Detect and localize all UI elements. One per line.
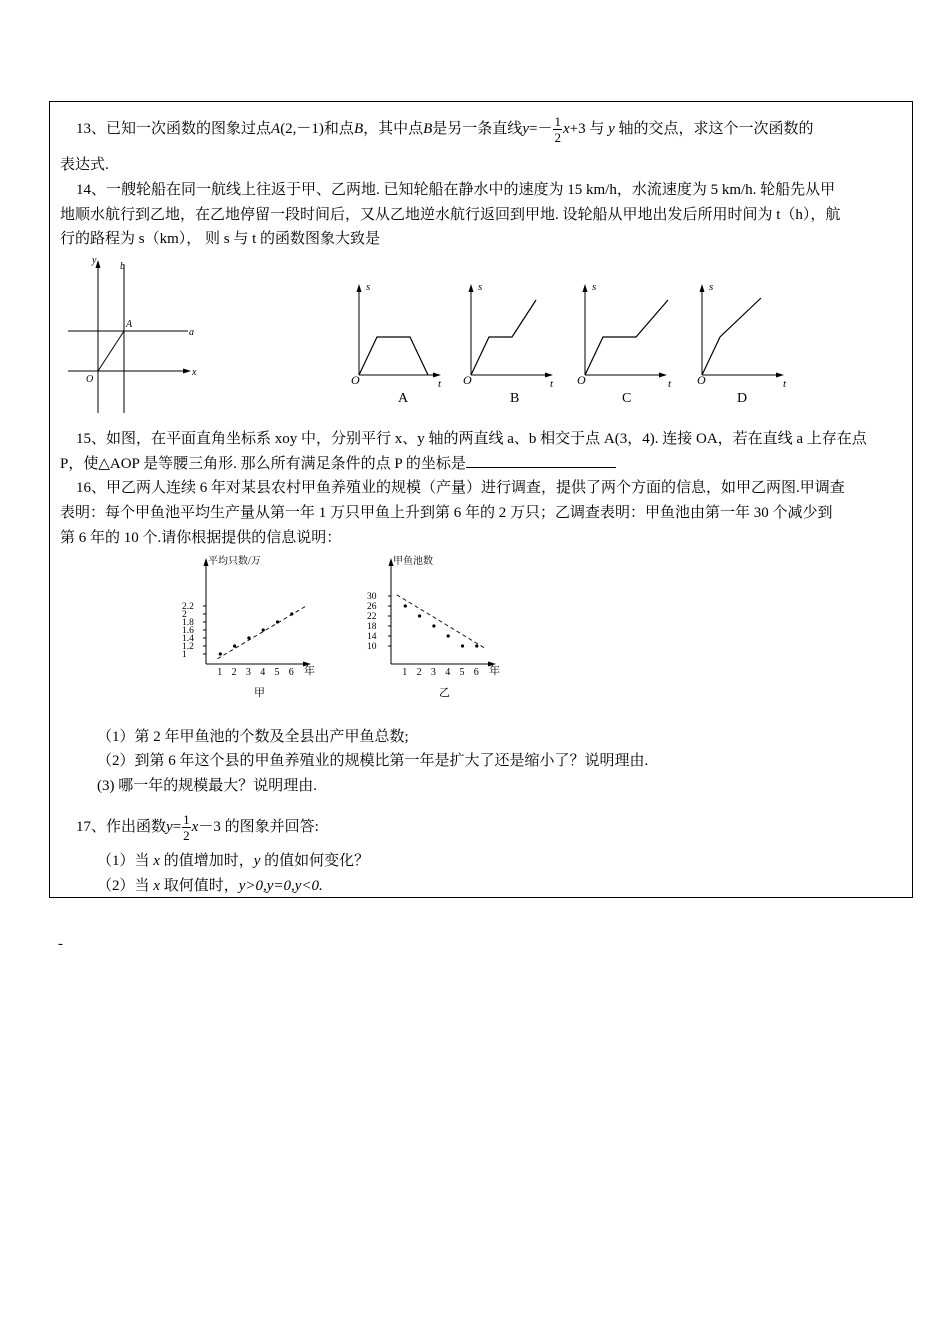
data-point — [461, 644, 464, 647]
axis-s-arrow — [357, 284, 362, 292]
label-O: O — [86, 374, 94, 385]
y-tick-label: 1.6 — [182, 626, 194, 636]
y-tick-label: 30 — [367, 592, 377, 602]
label-origin: O — [351, 373, 360, 387]
q16-line2: 表明：每个甲鱼池平均生产量从第一年 1 万只甲鱼上升到第 6 年的 2 万只；乙调查表明：甲鱼池由第一年 30 个减少到 — [60, 505, 833, 521]
y-tick-label: 1.8 — [182, 618, 194, 628]
data-point — [404, 604, 407, 607]
x-tick-label: 3 — [430, 667, 436, 678]
axis-t-arrow — [776, 373, 784, 378]
y-tick-label: 26 — [367, 602, 377, 612]
x-axis-arrow — [183, 369, 191, 374]
q17-line1: 17、作出函数y= $\frac{1}{2}$ x－3 的图象并回答: — [76, 812, 319, 843]
x-tick-label: 1 — [402, 667, 408, 678]
fraction-half: $\frac{1}{2}$ — [554, 114, 561, 145]
x-axis-label: 年 — [489, 665, 500, 677]
option-graph-a — [350, 278, 450, 408]
y-tick-label: 1 — [182, 650, 187, 660]
axis-s-arrow — [469, 284, 474, 292]
q14-line1: 14、一艘轮船在同一航线上往返于甲、乙两地. 已知轮船在静水中的速度为 15 km/h，水流速度为 5 km/h. 轮船先从甲 — [76, 182, 836, 198]
label-a: a — [189, 327, 194, 338]
label-s: s — [366, 281, 371, 293]
axis-s-arrow — [583, 284, 588, 292]
label-t: t — [783, 378, 787, 390]
label-s: s — [478, 281, 483, 293]
option-graph-b — [462, 278, 562, 408]
q14-line3: 行的路程为 s（km）， 则 s 与 t 的函数图象大致是 — [60, 231, 381, 247]
footer-mark: - — [58, 936, 63, 952]
y-axis-label: 平均只数/万 — [208, 556, 261, 567]
q14-line2: 地顺水航行到乙地，在乙地停留一段时间后，又从乙地逆水航行返回到甲地. 设轮船从甲地出发后所用时间为 t（h），航 — [60, 207, 841, 223]
q15-figure — [60, 255, 200, 415]
x-tick-label: 6 — [288, 667, 294, 678]
label-y: y — [92, 255, 97, 266]
x-tick-label: 4 — [260, 667, 266, 678]
data-point — [432, 624, 435, 627]
q15-line1: 15、如图，在平面直角坐标系 xoy 中，分别平行 x、y 轴的两直线 a、b 相交于点 A(3，4). 连接 OA，若在直线 a 上存在点 — [76, 431, 867, 447]
graph-line — [359, 337, 428, 375]
axis-s-arrow — [700, 284, 705, 292]
trend-line — [397, 595, 486, 649]
graph-line — [585, 300, 668, 375]
x-tick-label: 5 — [274, 667, 280, 678]
q16-sub1: （1）第 2 年甲鱼池的个数及全县出产甲鱼总数; — [97, 729, 409, 745]
label-x: x — [192, 367, 197, 378]
segment-oa — [98, 331, 124, 371]
x-tick-label: 3 — [245, 667, 251, 678]
axis-t-arrow — [433, 373, 441, 378]
q17-sub2: （2）当 x 取何值时，y>0,y=0,y<0. — [97, 878, 323, 894]
label-s: s — [592, 281, 597, 293]
data-point — [475, 644, 478, 647]
label-s: s — [709, 281, 714, 293]
q16-line1: 16、甲乙两人连续 6 年对某县农村甲鱼养殖业的规模（产量）进行调查，提供了两个方面的信息，如甲乙两图.甲调查 — [76, 480, 845, 496]
data-point — [276, 620, 279, 623]
answer-blank — [466, 453, 616, 468]
q17-sub1: （1）当 x 的值增加时，y 的值如何变化？ — [97, 853, 370, 869]
graph-line — [702, 298, 761, 375]
label-t: t — [438, 378, 442, 390]
option-label-c: C — [622, 391, 632, 406]
option-label-b: B — [510, 391, 520, 406]
chart-jia — [170, 552, 330, 702]
label-t: t — [550, 378, 554, 390]
data-point — [219, 652, 222, 655]
q16-sub2: （2）到第 6 年这个县的甲鱼养殖业的规模比第一年是扩大了还是缩小了？说明理由. — [97, 753, 649, 769]
x-tick-label: 2 — [416, 667, 422, 678]
chart-yi — [355, 552, 515, 702]
y-tick-label: 1.4 — [182, 634, 194, 644]
axis-t-arrow — [545, 373, 553, 378]
label-origin: O — [463, 373, 472, 387]
x-tick-label: 6 — [473, 667, 479, 678]
option-label-d: D — [737, 391, 748, 406]
option-label-a: A — [398, 391, 409, 406]
x-axis-label: 年 — [304, 665, 315, 677]
data-point — [233, 644, 236, 647]
option-graph-d — [693, 278, 793, 408]
label-b: b — [120, 261, 125, 272]
data-point — [262, 628, 265, 631]
q16-line3: 第 6 年的 10 个.请你根据提供的信息说明： — [60, 530, 342, 546]
axis-t-arrow — [659, 373, 667, 378]
x-tick-label: 2 — [231, 667, 237, 678]
y-tick-label: 10 — [367, 642, 377, 652]
y-tick-label: 22 — [367, 612, 377, 622]
label-origin: O — [697, 373, 706, 387]
option-graph-c — [576, 278, 676, 408]
label-origin: O — [577, 373, 586, 387]
label-t: t — [668, 378, 672, 390]
q16-sub3: (3) 哪一年的规模最大？说明理由. — [97, 778, 317, 794]
y-axis-label: 甲鱼池数 — [393, 556, 433, 567]
x-tick-label: 1 — [217, 667, 223, 678]
y-tick-label: 18 — [367, 622, 377, 632]
data-point — [290, 612, 293, 615]
x-tick-label: 4 — [445, 667, 451, 678]
q15-line2: P，使△AOP 是等腰三角形. 那么所有满足条件的点 P 的坐标是 — [60, 453, 906, 474]
data-point — [447, 634, 450, 637]
chart-title: 甲 — [254, 687, 265, 699]
q13-line2: 表达式. — [60, 157, 109, 173]
y-tick-label: 2 — [182, 610, 187, 620]
x-tick-label: 5 — [459, 667, 465, 678]
y-tick-label: 14 — [367, 632, 377, 642]
data-point — [418, 614, 421, 617]
q13-line1: 13、已知一次函数的图象过点A(2,－1)和点B，其中点B是另一条直线y=－ $\frac{1}{2}$ x+3 与 y 轴的交点，求这个一次函数的 — [76, 114, 814, 145]
label-A: A — [126, 319, 133, 330]
y-tick-label: 2.2 — [182, 602, 194, 612]
graph-line — [471, 300, 536, 375]
y-tick-label: 1.2 — [182, 642, 194, 652]
chart-title: 乙 — [439, 687, 450, 699]
fraction-half: $\frac{1}{2}$ — [183, 812, 190, 843]
data-point — [247, 636, 250, 639]
